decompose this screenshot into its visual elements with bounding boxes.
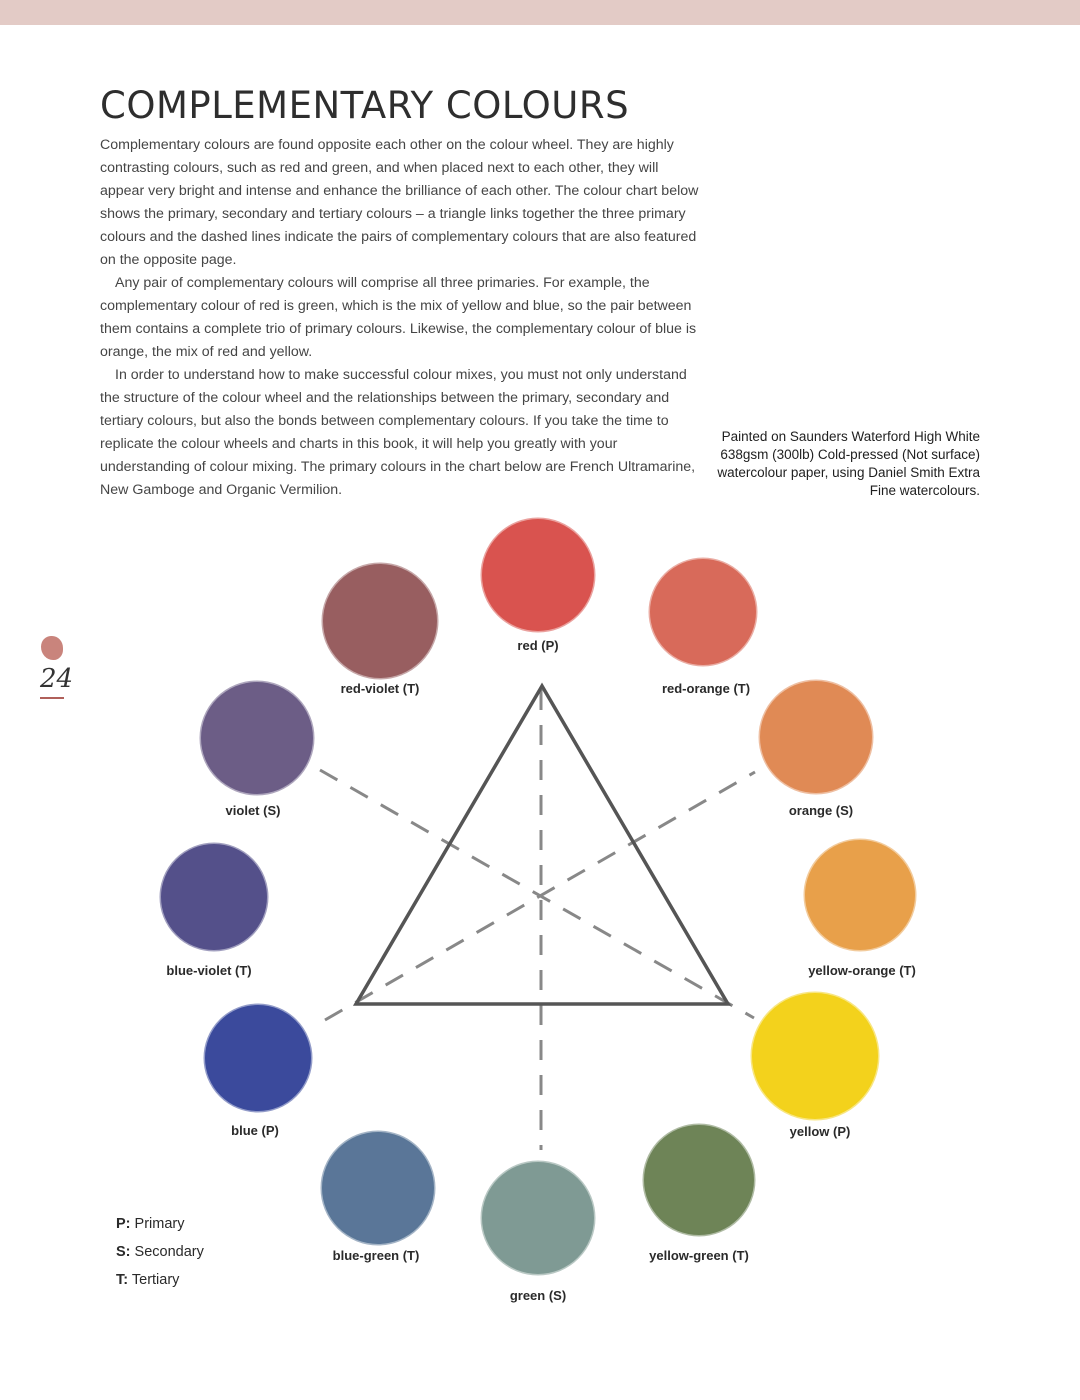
- legend-item-primary: P: Primary: [116, 1216, 185, 1232]
- swatch-yellow-green: [644, 1125, 754, 1235]
- swatch-label-yellow-green: yellow-green (T): [649, 1248, 749, 1263]
- legend-item-tertiary: T: Tertiary: [116, 1272, 180, 1288]
- legend: [116, 1210, 204, 1294]
- body-text: [100, 134, 700, 502]
- swatch-label-blue-green: blue-green (T): [332, 1248, 420, 1263]
- paragraph-3: In order to understand how to make successful colour mixes, you must not only understand the structure of the colour wheel and the relationships between the primary, secondary and tertiary colours, but also the bonds between complementary colours. If you take the time to replicate the colour wheels and charts in this book, it will help you greatly with your understanding of colour mixing. The primary colours in the chart below are French Ultramarine, New Gamboge and Organic Vermilion.: [100, 367, 696, 498]
- swatch-violet: [201, 682, 313, 794]
- swatch-red-violet: [323, 564, 437, 678]
- swatch-red-orange: [650, 559, 756, 665]
- swatch-label-violet: violet (S): [225, 803, 281, 818]
- page-number: 24: [40, 664, 74, 694]
- swatch-label-green: green (S): [509, 1288, 567, 1303]
- legend-item-secondary: S: Secondary: [116, 1244, 204, 1260]
- paragraph-2: Any pair of complementary colours will comprise all three primaries. For example, the complementary colour of red is green, which is the mix of yellow and blue, so the pair between them contains a complete trio of primary colours. Likewise, the complementary colour of blue is orange, the mix of red and yellow.: [100, 275, 697, 360]
- paper-caption: Painted on Saunders Waterford High White 638gsm (300lb) Cold-pressed (Not surface) watercolour paper, using Daniel Smith Extra Fine watercolours.: [717, 429, 980, 498]
- swatch-label-orange: orange (S): [788, 803, 854, 818]
- swatch-green: [482, 1162, 594, 1274]
- swatch-label-red-orange: red-orange (T): [661, 681, 751, 696]
- swatch-yellow-orange: [805, 840, 915, 950]
- swatch-red: [482, 519, 594, 631]
- swatch-label-red-violet: red-violet (T): [340, 681, 420, 696]
- top-accent-band: [0, 0, 1080, 25]
- dashed-line-violet-yellow: [320, 770, 754, 1018]
- swatch-label-yellow: yellow (P): [789, 1124, 851, 1139]
- paragraph-1: Complementary colours are found opposite each other on the colour wheel. They are highly contrasting colours, such as red and green, and when placed next to each other, they will appear very bright and intense and enhance the brilliance of each other. The colour chart below shows the primary, secondary and tertiary colours – a triangle links together the three primary colours and the dashed lines indicate the pairs of complementary colours that are also featured on the opposite page.: [100, 137, 699, 268]
- swatch-blue-violet: [161, 844, 267, 950]
- swatch-label-blue: blue (P): [231, 1123, 279, 1138]
- swatch-label-red: red (P): [517, 638, 559, 653]
- swatch-yellow: [752, 993, 878, 1119]
- swatch-label-yellow-orange: yellow-orange (T): [808, 963, 916, 978]
- swatch-blue: [205, 1005, 311, 1111]
- swatch-group: [161, 519, 916, 1303]
- swatch-orange: [760, 681, 872, 793]
- colour-wheel-diagram: [0, 500, 1080, 1310]
- swatch-label-blue-violet: blue-violet (T): [166, 963, 252, 978]
- swatch-blue-green: [322, 1132, 434, 1244]
- page-title: COMPLEMENTARY COLOURS: [100, 84, 630, 127]
- complementary-dashed-lines: [320, 690, 755, 1150]
